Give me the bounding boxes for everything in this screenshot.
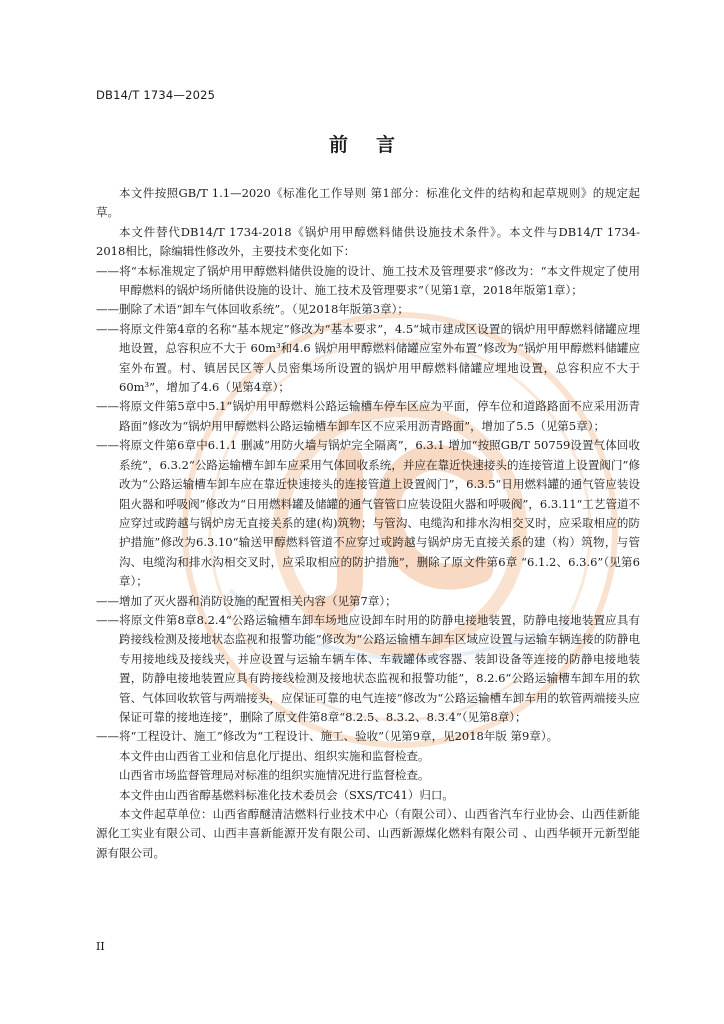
paragraph: 本文件替代DB14/T 1734-2018《锅炉用甲醇燃料储供设施技术条件》。本文件与DB14/T 1734-2018相比，除编辑性修改外，主要技术变化如下： <box>96 224 640 259</box>
change-item: ——将“工程设计、施工”修改为“工程设计、施工、验收”（见第9章，见2018年版 第9章）。 <box>96 729 559 744</box>
change-item: ——将原文件第4章的名称“基本规定”修改为“基本要求”，4.5“城市建成区设置的锅炉用甲醇燃料储罐应埋地设置，总容积应不大于 60m³和4.6 锅炉用甲醇燃料储罐应室外布置”修改为“锅炉用甲醇燃料储罐应室外布置。村、镇居民区等人员密集场所设置的锅炉用甲醇燃料储罐应埋地设置，总容积应不大于 60m³”，增加了4.6（见第4章）； <box>96 321 640 395</box>
change-item: ——将“本标准规定了锅炉用甲醇燃料储供设施的设计、施工技术及管理要求”修改为：“本文件规定了使用甲醇燃料的锅炉场所储供设施的设计、施工技术及管理要求”（见第1章，2018年版第1章）； <box>96 263 640 298</box>
paragraph: 本文件起草单位：山西省醇醚清洁燃料行业技术中心（有限公司）、山西省汽车行业协会、山西佳新能源化工实业有限公司、山西丰喜新能源开发有限公司、山西新源煤化燃料有限公司 、山西华顿开元新型能源有限公司。 <box>96 807 640 860</box>
change-item: ——将原文件第6章中6.1.1 删减“用防火墙与锅炉完全隔离”，6.3.1 增加“按照GB/T 50759设置气体回收系统”，6.3.2“公路运输槽车卸车应采用气体回收系统，并应在靠近快速接头的连接管道上设置阀门”修改为“公路运输槽车卸车应在靠近快速接头的连接管道上设置阀门”，6.3.5“日用燃料罐的通气管应装设阻火器和呼吸阀”修改为“日用燃料罐及储罐的通气管管口应装设阻火器和呼吸阀”，6.3.11“工艺管道不应穿过或跨越与锅炉房无直接关系的建(构)筑物；与管沟、电缆沟和排水沟相交叉时，应采取相应的防护措施”修改为6.3.10“输送甲醇燃料管道不应穿过或跨越与锅炉房无直接关系的建（构）筑物，与管沟、电缆沟和排水沟相交叉时，应采取相应的防护措施”，删除了原文件第6章 “6.1.2、6.3.6”（见第6章）； <box>96 438 640 589</box>
page-title: 前言 <box>328 134 423 156</box>
change-item: ——删除了术语“卸车气体回收系统”。（见2018年版第3章）； <box>96 302 409 317</box>
change-item: ——将原文件第8章8.2.4“公路运输槽车卸车场地应设卸车时用的防静电接地装置，防静电接地装置应具有跨接线检测及接地状态监视和报警功能”修改为“公路运输槽车卸车区域应设置与运输车辆连接的防静电专用接地线及接线夹，并应设置与运输车辆车体、车载罐体或容器、装卸设备等连接的防静电接地装置，防静电接地装置应具有跨接线检测及接地状态监视和报警功能”，8.2.6“公路运输槽车卸车用的软管、气体回收软管与两端接头，应保证可靠的电气连接”修改为“公路运输槽车卸车用的软管两端接头应保证可靠的接地连接”，删除了原文件第8章“8.2.5、8.3.2、8.3.4”（见第8章）； <box>96 612 640 724</box>
document-code: DB14/T 1734—2025 <box>96 88 216 102</box>
change-item: ——将原文件第5章中5.1“锅炉用甲醇燃料公路运输槽车停车区应为平面，停车位和道路路面不应采用沥青路面”修改为“锅炉用甲醇燃料公路运输槽车卸车区不应采用沥青路面”，增加了5.5（见第5章）； <box>96 399 640 433</box>
change-item: ——增加了灭火器和消防设施的配置相关内容（见第7章）； <box>96 593 397 608</box>
page-number: II <box>96 940 105 953</box>
paragraph: 本文件由山西省工业和信息化厅提出、组织实施和监督检查。 <box>119 748 430 763</box>
foreword-body <box>96 184 640 863</box>
paragraph: 山西省市场监督管理局对标准的组织实施情况进行监督检查。 <box>119 768 430 783</box>
paragraph: 本文件由山西省醇基燃料标准化技术委员会（SXS/TC41）归口。 <box>119 787 454 802</box>
paragraph: 本文件按照GB/T 1.1—2020《标准化工作导则 第1部分：标准化文件的结构和起草规则》的规定起草。 <box>96 186 640 220</box>
